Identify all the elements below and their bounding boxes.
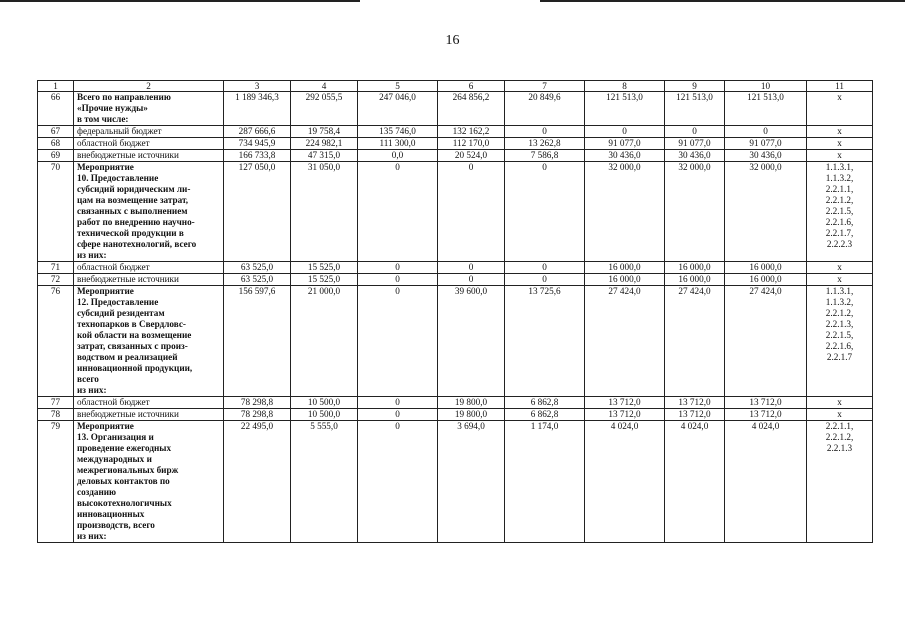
value-cell: 19 800,0	[438, 409, 505, 421]
value-cell: 20 849,6	[505, 92, 585, 126]
target-code: 2.2.1.5,	[825, 330, 854, 340]
item-name-line: Мероприятие	[77, 286, 134, 296]
value-cell: 0	[505, 162, 585, 262]
value-cell: 10 500,0	[291, 409, 358, 421]
scan-edge-left	[0, 0, 360, 2]
page-number: 16	[445, 33, 460, 48]
value-cell: 292 055,5	[291, 92, 358, 126]
item-name-line: федеральный бюджет	[77, 126, 162, 136]
value-cell: 121 513,0	[665, 92, 725, 126]
value-cell: 16 000,0	[725, 262, 807, 274]
row-number-cell: 78	[38, 409, 74, 421]
header-cell: 3	[224, 81, 291, 92]
header-cell: 4	[291, 81, 358, 92]
value-cell: 0	[505, 274, 585, 286]
value-cell: 47 315,0	[291, 150, 358, 162]
header-row	[38, 81, 873, 92]
row-number-cell: 66	[38, 92, 74, 126]
budget-table	[37, 80, 873, 543]
value-cell: 112 170,0	[438, 138, 505, 150]
table-row	[38, 126, 873, 138]
value-cell: 166 733,8	[224, 150, 291, 162]
target-codes-cell	[807, 421, 873, 543]
value-cell: 111 300,0	[358, 138, 438, 150]
item-name-line: областной бюджет	[77, 138, 150, 148]
value-cell: 78 298,8	[224, 409, 291, 421]
item-name-line: внебюджетные источники	[77, 150, 179, 160]
value-cell: 247 046,0	[358, 92, 438, 126]
header-cell: 11	[807, 81, 873, 92]
target-codes-cell	[807, 397, 873, 409]
item-name-line: 13. Организация и	[77, 432, 154, 442]
value-cell: 1 174,0	[505, 421, 585, 543]
value-cell: 0	[438, 274, 505, 286]
item-name-line: высокотехнологичных	[77, 498, 172, 508]
target-code: x	[837, 126, 842, 136]
item-name-line: инновационной продукции,	[77, 363, 193, 373]
item-name-cell	[74, 138, 224, 150]
table-row	[38, 162, 873, 262]
target-code: x	[837, 409, 842, 419]
value-cell: 6 862,8	[505, 409, 585, 421]
row-number-cell: 76	[38, 286, 74, 397]
table-row	[38, 397, 873, 409]
value-cell: 15 525,0	[291, 262, 358, 274]
header-cell: 9	[665, 81, 725, 92]
value-cell: 0	[358, 397, 438, 409]
header-cell: 6	[438, 81, 505, 92]
item-name-line: внебюджетные источники	[77, 409, 179, 419]
value-cell: 0	[358, 162, 438, 262]
value-cell: 22 495,0	[224, 421, 291, 543]
value-cell: 10 500,0	[291, 397, 358, 409]
target-codes-cell	[807, 126, 873, 138]
item-name-line: областной бюджет	[77, 397, 150, 407]
table-row	[38, 421, 873, 543]
value-cell: 19 758,4	[291, 126, 358, 138]
value-cell: 27 424,0	[725, 286, 807, 397]
target-code: 2.2.2.3	[826, 239, 853, 249]
value-cell: 27 424,0	[665, 286, 725, 397]
item-name-cell	[74, 92, 224, 126]
row-number-cell: 77	[38, 397, 74, 409]
target-code: 2.2.1.6,	[825, 341, 854, 351]
target-code: 2.2.1.2,	[825, 308, 854, 318]
header-cell: 7	[505, 81, 585, 92]
item-name-line: субсидий резидентам	[77, 308, 165, 318]
table-row	[38, 262, 873, 274]
header-cell: 1	[38, 81, 74, 92]
row-number-cell: 67	[38, 126, 74, 138]
table-row	[38, 150, 873, 162]
value-cell: 0	[438, 162, 505, 262]
target-codes-cell	[807, 274, 873, 286]
target-code: x	[837, 274, 842, 284]
item-name-line: 12. Предоставление	[77, 297, 159, 307]
target-code: 2.2.1.3	[826, 443, 853, 453]
item-name-line: Всего по направлению	[77, 92, 171, 102]
value-cell: 13 712,0	[725, 397, 807, 409]
value-cell: 1 189 346,3	[224, 92, 291, 126]
target-codes-cell	[807, 92, 873, 126]
target-code: 1.1.3.2,	[825, 297, 854, 307]
item-name-line: связанных с выполнением	[77, 206, 188, 216]
value-cell: 13 712,0	[725, 409, 807, 421]
item-name-line: технической продукции в	[77, 228, 184, 238]
item-name-line: созданию	[77, 487, 117, 497]
value-cell: 121 513,0	[585, 92, 665, 126]
target-code: x	[837, 397, 842, 407]
value-cell: 16 000,0	[665, 262, 725, 274]
item-name-line: Мероприятие	[77, 421, 134, 431]
value-cell: 135 746,0	[358, 126, 438, 138]
item-name-line: «Прочие нужды»	[77, 103, 148, 113]
target-code: x	[837, 138, 842, 148]
item-name-cell	[74, 150, 224, 162]
item-name-line: кой области на возмещение	[77, 330, 192, 340]
item-name-line: межрегиональных бирж	[77, 465, 179, 475]
target-code: 2.2.1.1,	[825, 184, 854, 194]
value-cell: 27 424,0	[585, 286, 665, 397]
value-cell: 32 000,0	[585, 162, 665, 262]
item-name-cell	[74, 409, 224, 421]
value-cell: 16 000,0	[725, 274, 807, 286]
value-cell: 13 712,0	[585, 397, 665, 409]
value-cell: 30 436,0	[585, 150, 665, 162]
row-number-cell: 69	[38, 150, 74, 162]
value-cell: 20 524,0	[438, 150, 505, 162]
table-row	[38, 92, 873, 126]
item-name-line: деловых контактов по	[77, 476, 170, 486]
target-code: x	[837, 262, 842, 272]
value-cell: 91 077,0	[585, 138, 665, 150]
target-code: 2.2.1.2,	[825, 195, 854, 205]
item-name-line: производств, всего	[77, 520, 155, 530]
value-cell: 16 000,0	[585, 262, 665, 274]
item-name-line: международных и	[77, 454, 152, 464]
row-number-cell: 71	[38, 262, 74, 274]
value-cell: 127 050,0	[224, 162, 291, 262]
target-code: 2.2.1.3,	[825, 319, 854, 329]
value-cell: 0	[585, 126, 665, 138]
target-code: 1.1.3.1,	[825, 286, 854, 296]
target-code: 2.2.1.7	[826, 352, 853, 362]
item-name-line: из них:	[77, 531, 107, 541]
target-code: x	[837, 150, 842, 160]
table-row	[38, 409, 873, 421]
item-name-line: затрат, связанных с произ-	[77, 341, 188, 351]
target-code: 2.2.1.5,	[825, 206, 854, 216]
target-codes-cell	[807, 409, 873, 421]
item-name-cell	[74, 286, 224, 397]
target-code: 2.2.1.2,	[825, 432, 854, 442]
item-name-line: водством и реализацией	[77, 352, 178, 362]
value-cell: 13 725,6	[505, 286, 585, 397]
target-code: 2.2.1.1,	[825, 421, 854, 431]
table-row	[38, 138, 873, 150]
header-cell: 5	[358, 81, 438, 92]
table-row	[38, 286, 873, 397]
target-codes-cell	[807, 262, 873, 274]
value-cell: 30 436,0	[665, 150, 725, 162]
table-body	[38, 81, 873, 543]
item-name-cell	[74, 262, 224, 274]
value-cell: 13 712,0	[665, 409, 725, 421]
value-cell: 4 024,0	[725, 421, 807, 543]
row-number-cell: 72	[38, 274, 74, 286]
value-cell: 19 800,0	[438, 397, 505, 409]
header-cell: 8	[585, 81, 665, 92]
item-name-line: областной бюджет	[77, 262, 150, 272]
value-cell: 0	[665, 126, 725, 138]
target-codes-cell	[807, 286, 873, 397]
table-row	[38, 274, 873, 286]
value-cell: 3 694,0	[438, 421, 505, 543]
row-number-cell: 79	[38, 421, 74, 543]
value-cell: 13 712,0	[585, 409, 665, 421]
value-cell: 91 077,0	[725, 138, 807, 150]
item-name-cell	[74, 274, 224, 286]
item-name-line: в том числе:	[77, 114, 129, 124]
value-cell: 13 712,0	[665, 397, 725, 409]
value-cell: 0	[505, 126, 585, 138]
item-name-line: 10. Предоставление	[77, 173, 159, 183]
value-cell: 121 513,0	[725, 92, 807, 126]
value-cell: 287 666,6	[224, 126, 291, 138]
value-cell: 264 856,2	[438, 92, 505, 126]
value-cell: 4 024,0	[585, 421, 665, 543]
value-cell: 0	[358, 262, 438, 274]
value-cell: 156 597,6	[224, 286, 291, 397]
item-name-line: работ по внедрению научно-	[77, 217, 195, 227]
header-cell: 10	[725, 81, 807, 92]
value-cell: 4 024,0	[665, 421, 725, 543]
value-cell: 91 077,0	[665, 138, 725, 150]
item-name-line: инновационных	[77, 509, 145, 519]
value-cell: 16 000,0	[585, 274, 665, 286]
value-cell: 0	[358, 409, 438, 421]
target-codes-cell	[807, 150, 873, 162]
item-name-cell	[74, 397, 224, 409]
value-cell: 0	[725, 126, 807, 138]
scan-edge-right	[540, 0, 905, 2]
item-name-line: сфере нанотехнологий, всего	[77, 239, 197, 249]
value-cell: 132 162,2	[438, 126, 505, 138]
value-cell: 63 525,0	[224, 262, 291, 274]
item-name-cell	[74, 162, 224, 262]
value-cell: 21 000,0	[291, 286, 358, 397]
value-cell: 224 982,1	[291, 138, 358, 150]
value-cell: 0	[358, 286, 438, 397]
value-cell: 32 000,0	[665, 162, 725, 262]
item-name-line: технопарков в Свердловс-	[77, 319, 186, 329]
value-cell: 0	[505, 262, 585, 274]
value-cell: 63 525,0	[224, 274, 291, 286]
row-number-cell: 68	[38, 138, 74, 150]
value-cell: 0,0	[358, 150, 438, 162]
row-number-cell: 70	[38, 162, 74, 262]
item-name-cell	[74, 421, 224, 543]
item-name-line: всего	[77, 374, 99, 384]
value-cell: 39 600,0	[438, 286, 505, 397]
target-code: 2.2.1.6,	[825, 217, 854, 227]
header-cell: 2	[74, 81, 224, 92]
value-cell: 13 262,8	[505, 138, 585, 150]
value-cell: 0	[358, 421, 438, 543]
item-name-cell	[74, 126, 224, 138]
item-name-line: из них:	[77, 250, 107, 260]
target-code: x	[837, 92, 842, 102]
item-name-line: субсидий юридическим ли-	[77, 184, 191, 194]
target-code: 1.1.3.2,	[825, 173, 854, 183]
target-code: 2.2.1.7,	[825, 228, 854, 238]
value-cell: 0	[358, 274, 438, 286]
value-cell: 0	[438, 262, 505, 274]
value-cell: 734 945,9	[224, 138, 291, 150]
item-name-line: цам на возмещение затрат,	[77, 195, 189, 205]
value-cell: 6 862,8	[505, 397, 585, 409]
value-cell: 16 000,0	[665, 274, 725, 286]
target-code: 1.1.3.1,	[825, 162, 854, 172]
value-cell: 7 586,8	[505, 150, 585, 162]
value-cell: 30 436,0	[725, 150, 807, 162]
item-name-line: внебюджетные источники	[77, 274, 179, 284]
value-cell: 78 298,8	[224, 397, 291, 409]
value-cell: 31 050,0	[291, 162, 358, 262]
value-cell: 32 000,0	[725, 162, 807, 262]
target-codes-cell	[807, 162, 873, 262]
item-name-line: проведение ежегодных	[77, 443, 172, 453]
item-name-line: Мероприятие	[77, 162, 134, 172]
value-cell: 5 555,0	[291, 421, 358, 543]
item-name-line: из них:	[77, 385, 107, 395]
value-cell: 15 525,0	[291, 274, 358, 286]
target-codes-cell	[807, 138, 873, 150]
